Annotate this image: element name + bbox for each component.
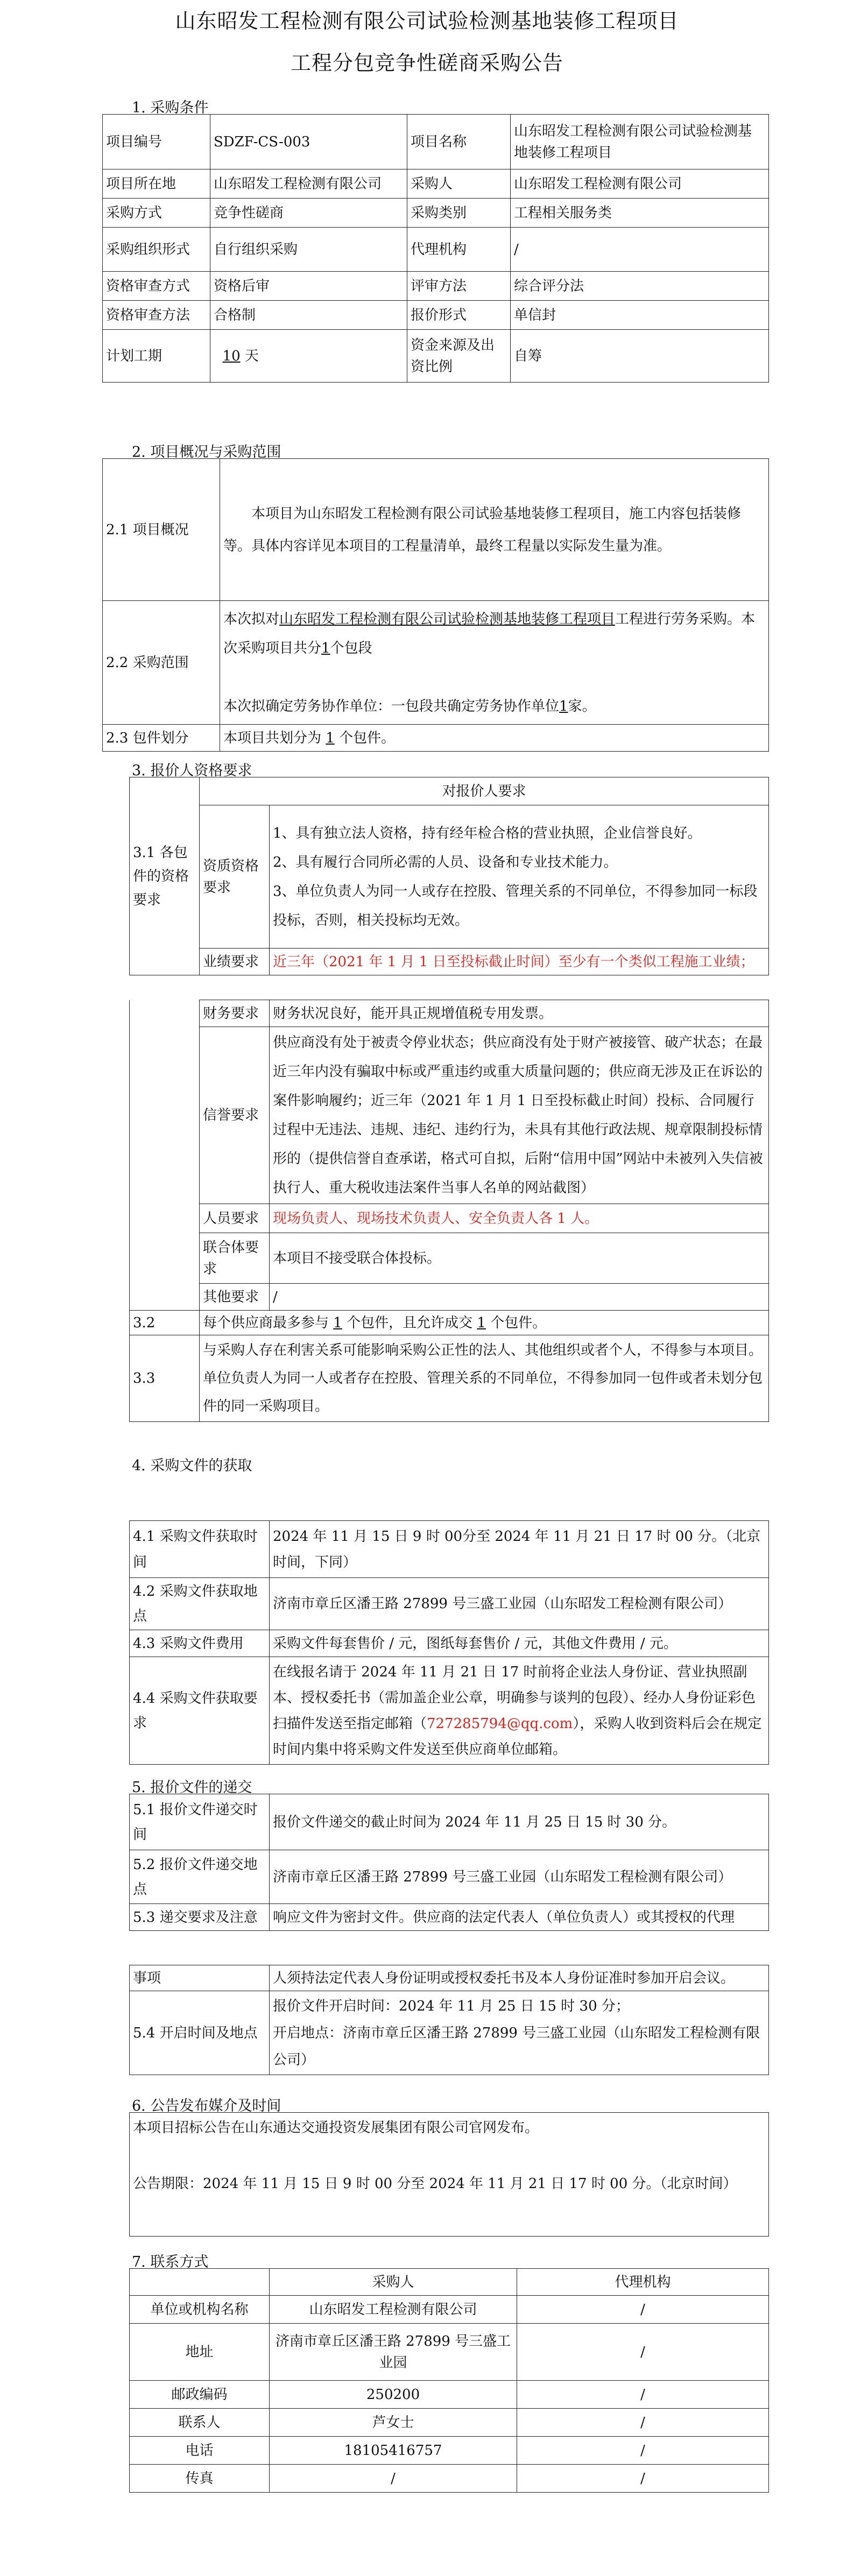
text: 个包段 bbox=[330, 640, 372, 656]
cell: 2.1 项目概况 bbox=[103, 459, 220, 601]
cell: 电话 bbox=[130, 2437, 270, 2465]
cell: / bbox=[270, 1284, 769, 1311]
cell: 山东昭发工程检测有限公司试验检测基地装修工程项目 bbox=[511, 115, 769, 169]
cell: 3.1 各包件的资格要求 bbox=[130, 777, 200, 975]
cell: 2.3 包件划分 bbox=[103, 725, 220, 752]
cell: 采购类别 bbox=[407, 199, 511, 228]
cell: / bbox=[517, 2296, 769, 2324]
section-7-heading: 7. 联系方式 bbox=[132, 2254, 209, 2270]
cell: 济南市章丘区潘王路 27899 号三盛工业园（山东昭发工程检测有限公司） bbox=[270, 1850, 769, 1904]
cell: / bbox=[511, 228, 769, 272]
text: 1 bbox=[477, 1314, 486, 1331]
cell: 济南市章丘区潘王路 27899 号三盛工业园（山东昭发工程检测有限公司） bbox=[270, 1578, 769, 1630]
cell: 1、具有独立法人资格，持有经年检合格的营业执照，企业信誉良好。 2、具有履行合同所必需的人员、设备和专业技术能力。 3、单位负责人为同一人或存在控股、管理关系的不同单位，不得参加同一标段投标，否则，相关投标均无效。 bbox=[270, 805, 769, 949]
cell: 项目所在地 bbox=[103, 169, 210, 199]
section-1-heading: 1. 采购条件 bbox=[132, 100, 209, 116]
duration-unit: 天 bbox=[244, 348, 259, 364]
cell: 3.2 bbox=[130, 1311, 200, 1335]
text: 山东昭发工程检测有限公司试验检测基地装修工程项目 bbox=[279, 611, 616, 627]
cell: 250200 bbox=[270, 2381, 517, 2409]
text: 1 bbox=[559, 698, 568, 714]
text: 本次拟确定劳务协作单位：一包段共确定劳务协作单位 bbox=[223, 698, 560, 714]
cell: 芦女士 bbox=[270, 2409, 517, 2437]
cell bbox=[270, 1657, 769, 1765]
conditions-table bbox=[102, 114, 769, 383]
cell: 计划工期 bbox=[103, 330, 210, 383]
overview-table bbox=[102, 458, 769, 752]
cell: / bbox=[517, 2465, 769, 2493]
cell: 综合评分法 bbox=[511, 272, 769, 301]
text: 本项目共划分为 bbox=[223, 730, 322, 746]
email-link[interactable]: 727285794@qq.com bbox=[427, 1715, 573, 1732]
cell: / bbox=[270, 2465, 517, 2493]
cell: 联系人 bbox=[130, 2409, 270, 2437]
contact-table bbox=[129, 2268, 769, 2493]
cell: 竞争性磋商 bbox=[210, 199, 407, 228]
cell: 4.3 采购文件费用 bbox=[130, 1630, 270, 1657]
cell: 工程相关服务类 bbox=[511, 199, 769, 228]
cell: 本项目为山东昭发工程检测有限公司试验基地装修工程项目，施工内容包括装修等。具体内容详见本项目的工程量清单，最终工程量以实际发生量为准。 bbox=[220, 459, 769, 601]
cell: 4.4 采购文件获取要求 bbox=[130, 1657, 270, 1765]
cell: 现场负责人、现场技术负责人、安全负责人各 1 人。 bbox=[270, 1204, 769, 1233]
cell: 对报价人要求 bbox=[200, 777, 769, 805]
text: 1 bbox=[326, 730, 335, 746]
cell: 采购文件每套售价 / 元，图纸每套售价 / 元，其他文件费用 / 元。 bbox=[270, 1630, 769, 1657]
cell: 采购人 bbox=[407, 169, 511, 199]
cell: / bbox=[517, 2437, 769, 2465]
cell bbox=[220, 601, 769, 725]
cell: 传真 bbox=[130, 2465, 270, 2493]
text: 工程进行劳务采购。本次采购项目共分 bbox=[223, 611, 756, 656]
cell: 采购组织形式 bbox=[103, 228, 210, 272]
text: 个包件。 bbox=[339, 730, 396, 746]
cell: 响应文件为密封文件。供应商的法定代表人（单位负责人）或其授权的代理 bbox=[270, 1904, 769, 1931]
cell: 报价文件开启时间：2024 年 11 月 25 日 15 时 30 分； 开启地点：济南市章丘区潘王路 27899 号三盛工业园（山东昭发工程检测有限公司） bbox=[270, 1991, 769, 2075]
submit-table bbox=[129, 1794, 769, 1931]
media-text: 本项目招标公告在山东通达交通投资发展集团有限公司官网发布。 bbox=[133, 2120, 539, 2136]
cell: 合格制 bbox=[210, 301, 407, 330]
media-table bbox=[129, 2112, 769, 2237]
cell bbox=[220, 725, 769, 752]
section-6-heading: 6. 公告发布媒介及时间 bbox=[132, 2098, 281, 2114]
cell: 自筹 bbox=[511, 330, 769, 383]
cell: 自行组织采购 bbox=[210, 228, 407, 272]
cell: 资格审查方法 bbox=[103, 301, 210, 330]
cell: 业绩要求 bbox=[200, 949, 270, 975]
text: 在线报名请于 2024 年 11 月 21 日 17 时前将企业法人身份证、营业执照副本、授权委托书（需加盖企业公章，明确参与谈判的包段）、经办人身份证彩色扫描件发送至指定邮箱（ bbox=[273, 1664, 756, 1732]
doc-title-line2: 工程分包竞争性磋商采购公告 bbox=[290, 51, 563, 75]
cell: 资金来源及出资比例 bbox=[407, 330, 511, 383]
cell: 5.2 报价文件递交地点 bbox=[130, 1850, 270, 1904]
text: 1 bbox=[321, 640, 330, 656]
cell: 信誉要求 bbox=[200, 1027, 270, 1204]
cell: 2.2 采购范围 bbox=[103, 601, 220, 725]
cell: 其他要求 bbox=[200, 1284, 270, 1311]
cell: 5.4 开启时间及地点 bbox=[130, 1991, 270, 2075]
cell: 人须持法定代表人身份证明或授权委托书及本人身份证准时参加开启会议。 bbox=[270, 1965, 769, 1991]
cell: 财务状况良好，能开具正规增值税专用发票。 bbox=[270, 1000, 769, 1027]
cell: 项目名称 bbox=[407, 115, 511, 169]
cell: 报价形式 bbox=[407, 301, 511, 330]
cell: 近三年（2021 年 1 月 1 日至投标截止时间）至少有一个类似工程施工业绩； bbox=[270, 949, 769, 975]
cell: 山东昭发工程检测有限公司 bbox=[270, 2296, 517, 2324]
cell: 5.1 报价文件递交时间 bbox=[130, 1794, 270, 1850]
cell: 评审方法 bbox=[407, 272, 511, 301]
cell: 山东昭发工程检测有限公司 bbox=[511, 169, 769, 199]
cell: 供应商没有处于被责令停业状态；供应商没有处于财产被接管、破产状态；在最近三年内没有骗取中标或严重违约或重大质量问题的；供应商无涉及正在诉讼的案件影响履约；近三年（2021 年 1 月 1 日至投标截止时间）投标、合同履行过程中无违法、违规、违纪、违约行为，未具有其他行政法规、规章限制投标情形的（提供信誉自查承诺，格式可自拟，后附“信用中国”网站中未被列入失信被执行人、重大税收违法案件当事人名单的网站截图） bbox=[270, 1027, 769, 1204]
cell: 5.3 递交要求及注意 bbox=[130, 1904, 270, 1931]
submit-table-2 bbox=[129, 1965, 769, 2075]
cell: 采购人 bbox=[270, 2269, 517, 2296]
cell: 山东昭发工程检测有限公司 bbox=[210, 169, 407, 199]
text: 1 bbox=[333, 1314, 342, 1331]
cell: 人员要求 bbox=[200, 1204, 270, 1233]
cell: 4.2 采购文件获取地点 bbox=[130, 1578, 270, 1630]
cell: / bbox=[517, 2324, 769, 2381]
cell: / bbox=[517, 2409, 769, 2437]
qualification-table-1 bbox=[129, 777, 769, 975]
text: 家。 bbox=[568, 698, 596, 714]
notice-period: 公告期限：2024 年 11 月 15 日 9 时 00 分至 2024 年 11 月 21 日 17 时 00 分。（北京时间） bbox=[133, 2176, 737, 2192]
text: 个包件。 bbox=[490, 1314, 547, 1331]
obtain-table bbox=[129, 1520, 769, 1765]
cell: 2024 年 11 月 15 日 9 时 00分至 2024 年 11 月 21 日 17 时 00 分。（北京时间，下同） bbox=[270, 1521, 769, 1578]
text: 本次拟对 bbox=[223, 611, 280, 627]
cell bbox=[130, 2269, 270, 2296]
cell: 与采购人存在利害关系可能影响采购公正性的法人、其他组织或者个人，不得参与本项目。单位负责人为同一人或者存在控股、管理关系的不同单位，不得参加同一包件或者未划分包件的同一采购项目。 bbox=[200, 1335, 769, 1422]
text: 个包件，且允许成交 bbox=[347, 1314, 473, 1331]
cell: 采购方式 bbox=[103, 199, 210, 228]
duration-days: 10 bbox=[222, 348, 241, 364]
cell: 项目编号 bbox=[103, 115, 210, 169]
cell: 邮政编码 bbox=[130, 2381, 270, 2409]
cell: 代理机构 bbox=[407, 228, 511, 272]
cell bbox=[200, 1311, 769, 1335]
cell bbox=[130, 2113, 769, 2237]
cell: 3.3 bbox=[130, 1335, 200, 1422]
cell: 4.1 采购文件获取时间 bbox=[130, 1521, 270, 1578]
section-2-heading: 2. 项目概况与采购范围 bbox=[132, 444, 281, 461]
cell: 事项 bbox=[130, 1965, 270, 1991]
cell: 联合体要求 bbox=[200, 1233, 270, 1284]
cell: / bbox=[517, 2381, 769, 2409]
cell bbox=[210, 330, 407, 383]
cell: 单位或机构名称 bbox=[130, 2296, 270, 2324]
qualification-table-2 bbox=[129, 1000, 769, 1422]
cell: 报价文件递交的截止时间为 2024 年 11 月 25 日 15 时 30 分。 bbox=[270, 1794, 769, 1850]
cell: 地址 bbox=[130, 2324, 270, 2381]
cell bbox=[130, 1000, 200, 1311]
text: ），采购人收到资料后会在规定时间内集中将采购文件发送至供应商单位邮箱。 bbox=[273, 1715, 762, 1758]
cell: 资格后审 bbox=[210, 272, 407, 301]
cell: 资质资格要求 bbox=[200, 805, 270, 949]
cell: 18105416757 bbox=[270, 2437, 517, 2465]
cell: SDZF-CS-003 bbox=[210, 115, 407, 169]
text: 每个供应商最多参与 bbox=[203, 1314, 329, 1331]
section-3-heading: 3. 报价人资格要求 bbox=[132, 762, 252, 779]
cell: 资格审查方式 bbox=[103, 272, 210, 301]
cell: 本项目不接受联合体投标。 bbox=[270, 1233, 769, 1284]
section-5-heading: 5. 报价文件的递交 bbox=[132, 1779, 252, 1796]
doc-title-line1: 山东昭发工程检测有限公司试验检测基地装修工程项目 bbox=[175, 9, 679, 33]
cell: 财务要求 bbox=[200, 1000, 270, 1027]
cell: 单信封 bbox=[511, 301, 769, 330]
section-4-heading: 4. 采购文件的获取 bbox=[132, 1457, 252, 1474]
cell: 代理机构 bbox=[517, 2269, 769, 2296]
cell: 济南市章丘区潘王路 27899 号三盛工业园 bbox=[270, 2324, 517, 2381]
